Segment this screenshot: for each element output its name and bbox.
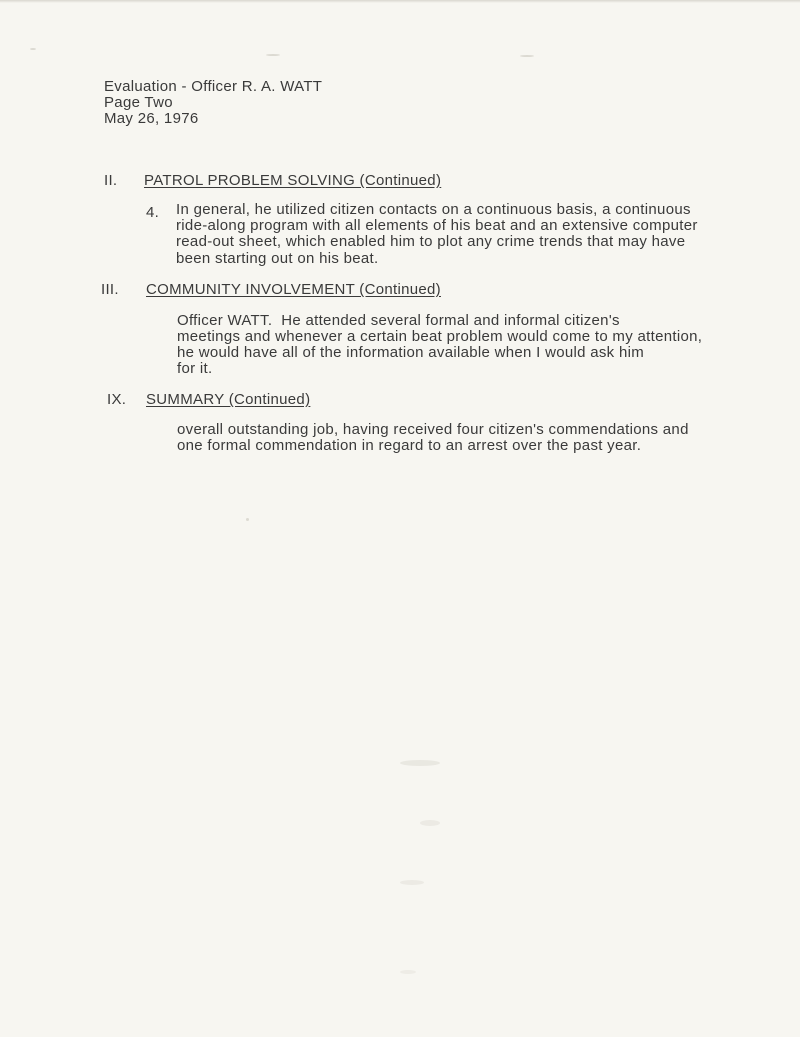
paper-speck [30, 48, 36, 50]
page-top-edge [0, 0, 800, 3]
section-text-line: for it. [177, 360, 213, 377]
header-page-number: Page Two [104, 94, 173, 111]
paper-speck [520, 55, 534, 57]
section-numeral: III. [101, 281, 119, 298]
section-text-line: overall outstanding job, having received four citizen's commendations and [177, 421, 689, 438]
section-text-line: meetings and whenever a certain beat problem would come to my attention, [177, 328, 703, 345]
section-numeral: IX. [107, 391, 127, 408]
section-text-line: read-out sheet, which enabled him to plot any crime trends that may have [176, 233, 686, 250]
item-number: 4. [146, 204, 160, 221]
paper-speck [400, 760, 440, 766]
section-text-line: one formal commendation in regard to an arrest over the past year. [177, 437, 642, 454]
paper-speck [246, 518, 249, 521]
header-title: Evaluation - Officer R. A. WATT [104, 78, 323, 95]
section-heading: COMMUNITY INVOLVEMENT (Continued) [146, 281, 441, 298]
section-text-line: Officer WATT. He attended several formal and informal citizen's [177, 312, 620, 329]
section-heading: SUMMARY (Continued) [146, 391, 311, 408]
section-heading: PATROL PROBLEM SOLVING (Continued) [144, 172, 442, 189]
section-text-line: ride-along program with all elements of his beat and an extensive computer [176, 217, 698, 234]
paper-speck [400, 970, 416, 974]
section-text-line: he would have all of the information available when I would ask him [177, 344, 645, 361]
section-text-line: In general, he utilized citizen contacts on a continuous basis, a continuous [176, 201, 691, 218]
section-text-line: been starting out on his beat. [176, 250, 379, 267]
paper-speck [400, 880, 424, 885]
section-numeral: II. [104, 172, 118, 189]
header-date: May 26, 1976 [104, 110, 199, 127]
paper-speck [266, 54, 280, 56]
paper-speck [420, 820, 440, 826]
